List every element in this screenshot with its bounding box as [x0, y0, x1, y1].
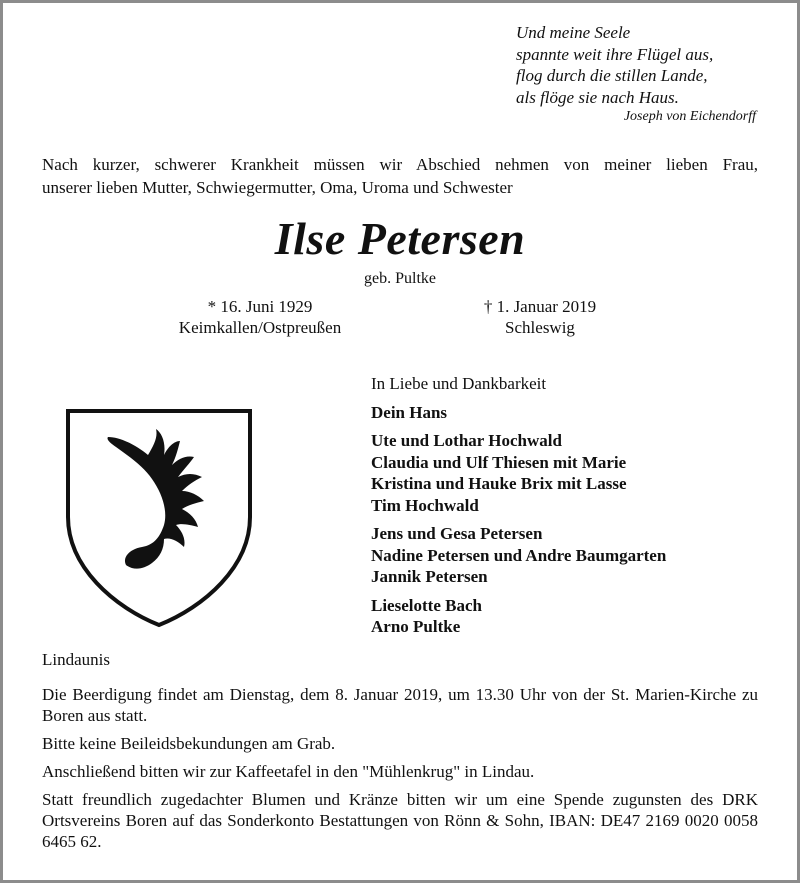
- poem-author: Joseph von Eichendorff: [623, 109, 756, 124]
- mourner-name: Ute und Lothar Hochwald: [371, 431, 562, 450]
- mourner-group: [371, 402, 751, 424]
- mourners-heading: In Liebe und Dankbarkeit: [371, 374, 547, 393]
- maiden-name: geb. Pultke: [364, 270, 436, 287]
- no-condolences-note: Bitte keine Beileidsbekundungen am Grab.: [42, 734, 336, 753]
- birth-date: * 16. Juni 1929: [207, 297, 313, 316]
- poem-line: Und meine Seele: [516, 23, 631, 42]
- deceased-name: Ilse Petersen: [274, 213, 526, 264]
- death-info: [430, 296, 650, 338]
- mourner-name: Jannik Petersen: [371, 567, 488, 586]
- coat-of-arms-icon: [64, 407, 254, 629]
- coffee-note: Anschließend bitten wir zur Kaffeetafel in den "Mühlenkrug" in Lindau.: [42, 762, 535, 781]
- mourner-name: Lieselotte Bach: [371, 595, 482, 615]
- intro-line: Nach kurzer, schwerer Krankheit müssen wir Abschied nehmen von meiner lieben Frau,: [42, 155, 758, 174]
- mourner-name: Kristina und Hauke Brix mit Lasse: [371, 474, 627, 493]
- mourner-name: Claudia und Ulf Thiesen mit Marie: [371, 452, 627, 472]
- intro-line: unserer lieben Mutter, Schwiegermutter, Oma, Uroma und Schwester: [42, 178, 513, 197]
- intro-text: [42, 153, 758, 199]
- mourner-group: [371, 595, 751, 638]
- funeral-info: Die Beerdigung findet am Dienstag, dem 8. Januar 2019, um 13.30 Uhr von der St. Marien-Kirche zu Boren aus statt.: [42, 685, 758, 725]
- mourner-group: [371, 523, 751, 588]
- mourner-name: Arno Pultke: [371, 617, 461, 636]
- birth-place: Keimkallen/Ostpreußen: [178, 318, 342, 337]
- poem-line: flog durch die stillen Lande,: [516, 66, 708, 85]
- mourner-group: [371, 430, 751, 516]
- mourner-name: Nadine Petersen und Andre Baumgarten: [371, 545, 667, 565]
- donation-note: Statt freundlich zugedachter Blumen und Kränze bitten wir um eine Spende zugunsten des DRK Ortsvereins Boren auf das Sonderkonto Bestattungen von Rönn & Sohn, IBAN: DE47 2169 0020 0058 6465 62.: [42, 790, 758, 851]
- mourner-name: Tim Hochwald: [371, 495, 479, 515]
- death-place: Schleswig: [505, 318, 575, 337]
- poem: [516, 22, 756, 128]
- mourner-name: Jens und Gesa Petersen: [371, 524, 543, 543]
- birth-info: [150, 296, 370, 338]
- mourners-list: [371, 373, 751, 638]
- mourner-name: Dein Hans: [371, 402, 448, 422]
- death-date: † 1. Januar 2019: [483, 297, 597, 316]
- funeral-notice: [42, 684, 758, 859]
- place-name: Lindaunis: [42, 650, 110, 669]
- poem-line: als flöge sie nach Haus.: [516, 87, 679, 107]
- poem-line: spannte weit ihre Flügel aus,: [516, 44, 714, 64]
